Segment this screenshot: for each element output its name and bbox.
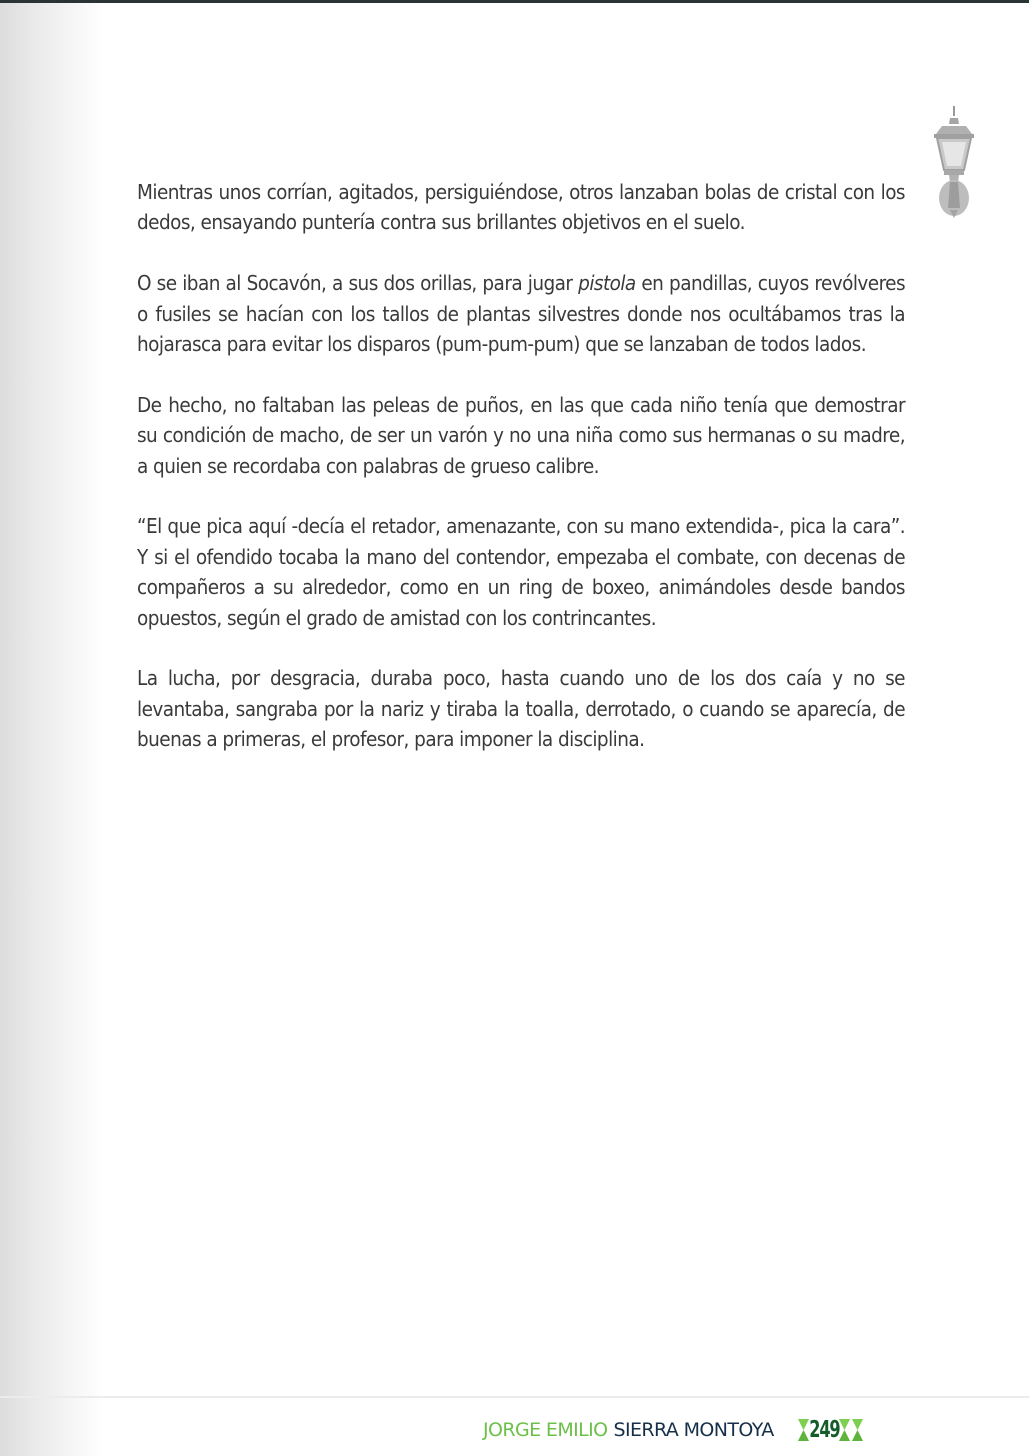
paragraph-text: en pandillas, cuyos revólveres o fusiles se hacían con los tallos de plantas silvestres donde nos ocultábamos tras la hojarasca para evitar los disparos (pum-pum-pum) que se lanzaban de todos lados. xyxy=(137,271,906,357)
paragraph-text: De hecho, no faltaban las peleas de puños, en las que cada niño tenía que demostrar su condición de macho, de ser un varón y no una niña como sus hermanas o su madre, a quien se recordaba con palabras de grueso calibre. xyxy=(137,392,905,478)
paragraph-text: “El que pica aquí -decía el retador, amenazante, con su mano extendida-, pica la cara”. Y si el ofendido tocaba la mano del contendor, empezaba el combate, con decenas de compañeros a su alrededor, como en un ring de boxeo, animándoles desde bandos opuestos, según el grado de amistad con los contrincantes. xyxy=(137,514,905,630)
paragraph-text: Mientras unos corrían, agitados, persiguiéndose, otros lanzaban bolas de cristal con los dedos, ensayando puntería contra sus brillantes objetivos en el suelo. xyxy=(137,180,905,235)
author-last-name: SIERRA MONTOYA xyxy=(613,1419,774,1441)
page-gutter-shadow xyxy=(0,3,105,1456)
footer-divider xyxy=(0,1396,1029,1398)
hourglass-icon xyxy=(839,1419,850,1441)
page-body xyxy=(137,177,905,785)
paragraph xyxy=(137,268,905,359)
paragraph xyxy=(137,177,905,238)
street-lamp-icon xyxy=(928,104,980,224)
paragraph xyxy=(137,511,905,633)
paragraph xyxy=(137,390,905,481)
paragraph-text: La lucha, por desgracia, duraba poco, hasta cuando uno de los dos caía y no se levantaba, sangraba por la nariz y tiraba la toalla, derrotado, o cuando se aparecía, de buenas a primeras, el profesor, para imponer la disciplina. xyxy=(137,666,905,752)
viewer-top-bar xyxy=(0,0,1029,3)
paragraph xyxy=(137,663,905,754)
hourglass-icon xyxy=(852,1419,863,1441)
italic-term: pistola xyxy=(578,271,636,296)
page-number-block xyxy=(798,1417,864,1443)
hourglass-icon xyxy=(798,1419,809,1441)
page-footer xyxy=(483,1413,863,1447)
author-first-name: JORGE EMILIO xyxy=(483,1419,608,1441)
paragraph-text: O se iban al Socavón, a sus dos orillas, para jugar xyxy=(137,271,579,296)
page-number: 249 xyxy=(808,1417,840,1443)
